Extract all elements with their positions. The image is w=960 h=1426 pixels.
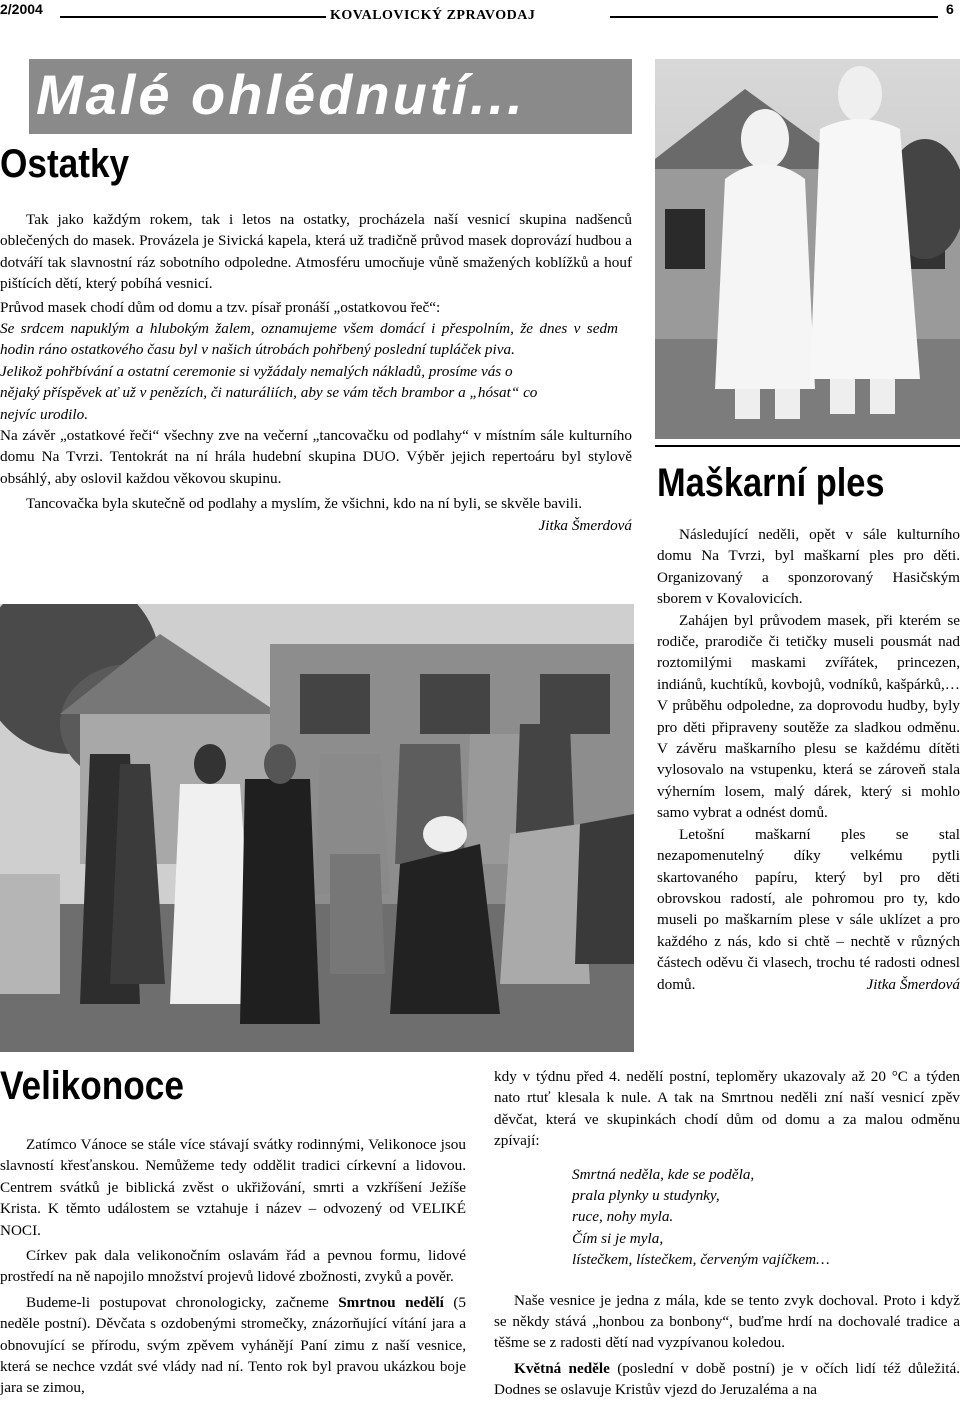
poem-line-2: prala plynky u studynky, <box>572 1187 720 1205</box>
article-velikonoce-left <box>0 1134 466 1399</box>
heading-ostatky: Ostatky <box>0 142 130 186</box>
heading-velikonoce: Velikonoce <box>0 1064 184 1108</box>
velikonoce-right-paragraph-3-text: (poslední v době postní) je v očích lidí též důležitá. Dodnes se oslavuje Kristův vjezd do Jeruzaléma a na <box>494 1359 960 1399</box>
article-ostatky <box>0 209 632 536</box>
newsletter-title: KOVALOVICKÝ ZPRAVODAJ <box>330 8 536 23</box>
photo-masks-duo-image <box>655 59 960 439</box>
velikonoce-right-paragraph-3 <box>494 1358 960 1401</box>
photo-carnival-group-image <box>0 604 634 1052</box>
banner-title: Malé ohlédnutí... <box>36 63 526 126</box>
ostatky-speech-2: Jelikož pohřbívání a ostatní ceremonie si vyžádaly nemalých nákladů, prosíme vás o nějaký příspěvek ať už v penězích, či naturáliích, aby se vám těch brambor a „hósat“ co nejvíc urodilo. <box>0 362 538 423</box>
velikonoce-right-paragraph-2: Naše vesnice je jedna z mála, kde se tento zvyk dochoval. Proto i když se někdy stává „honbou za bonbony“, buďme hrdí na dochovalé tradice a těšme se z radosti dětí nad vyzpívanou koledou. <box>494 1291 960 1352</box>
poem-line-5: lístečkem, lístečkem, červeným vajíčkem… <box>572 1251 830 1269</box>
ostatky-paragraph-4 <box>0 493 632 534</box>
velikonoce-paragraph-2: Církev pak dala velikonočním oslavám řád a pevnou formu, lidové prostředí na ně napojilo množství projevů lidové zbožnosti, zvyků a pověr. <box>0 1247 466 1286</box>
ostatky-paragraph-3: Na závěr „ostatkové řeči“ všechny zve na večerní „tancovačku od podlahy“ v místním sále kulturního domu Na Tvrzi. Tentokrát na ní hrála hudební skupina DUO. Výběr jejich repertoáru byl stylově obsáhlý, aby oslovil každou věkovou skupinu. <box>0 427 632 487</box>
maskarni-paragraph-3 <box>657 824 960 995</box>
velikonoce-paragraph-1: Zatímco Vánoce se stále více stávají svátky rodinnými, Velikonoce jsou slavností křesťanskou. Nemůžeme tedy oddělit tradici církevní a lidovou. Centrem svátků je biblická zvěst o ukřižování, smrti a vzkříšení Ježíše Krista. K těmto událostem se vztahuje i název – odvozený od VELIKÉ NOCI. <box>0 1136 466 1239</box>
issue-number: 2/2004 <box>0 1 43 17</box>
velikonoce-paragraph-3a: Budeme-li postupovat chronologicky, začneme <box>26 1293 339 1311</box>
velikonoce-poem <box>572 1164 960 1271</box>
maskarni-paragraph-2: Zahájen byl průvodem masek, při kterém se rodiče, prarodiče či tetičky museli pousmát nad roztomilými maskami zvířátek, princezen, indiánů, kuchtíků, kovbojů, vodníků, kašpárků,…V průběhu odpoledne, za doprovodu hudby, byly pro děti připraveny soutěže za sladkou odměnu. V závěru maškarního plesu se každému dítěti vylosovalo na vstupenku, která se zároveň stala výherním losem, malý dárek, který si mohlo samo vybrat a odnést domů. <box>657 611 960 822</box>
ostatky-paragraph-1: Tak jako každým rokem, tak i letos na ostatky, procházela naší vesnicí skupina nadšenců oblečených do masek. Provázela je Sivická kapela, která už tradičně průvod masek doprovází hudbou a dotváří tak slavnostní ráz sobotního odpoledne. Atmosféru umocňuje vůně smažených koblížků a houf pištících dětí, který pobíhá vesnicí. <box>0 211 632 293</box>
ostatky-speech-1: Se srdcem napuklým a hlubokým žalem, oznamujeme všem domácí i přespolním, že dnes v sedm hodin ráno ostatkového času byl v našich útrobách pohřbený poslední tupláček piva. <box>0 320 618 359</box>
article-velikonoce-right <box>494 1066 960 1401</box>
maskarni-paragraph-1: Následující neděli, opět v sále kulturního domu Na Tvrzi, byl maškarní ples pro děti. Organizovaný a sponzorovaný Hasičským sborem v Kovalovicích. <box>657 526 960 608</box>
ostatky-paragraph-4-text: Tancovačka byla skutečně od podlahy a myslím, že všichni, kdo na ní byli, se skvěle bavili. <box>26 495 583 513</box>
photo-rule <box>655 445 960 447</box>
header-rule-right <box>610 16 938 18</box>
ostatky-paragraph-2: Průvod masek chodí dům od domu a tzv. písař pronáší „ostatkovou řeč“: <box>0 298 441 316</box>
velikonoce-paragraph-3c: (5 neděle postní). Děvčata s ozdobenými stromečky, znázorňující vítání jara a obnovující se přírodu, svým zpěvem vyhánějí Paní zimu z naší vesnice, která se nechce vzdát své vlády nad ní. Tento rok byl pravou ukázkou boje jara se zimou, <box>0 1293 466 1397</box>
photo-carnival-group <box>0 604 634 1052</box>
article-maskarni-ples <box>657 524 960 995</box>
maskarni-author: Jitka Šmerdová <box>866 975 960 993</box>
photo-masks-duo <box>655 59 960 439</box>
poem-line-4: Čím si je myla, <box>572 1229 664 1247</box>
velikonoce-smrtna-nedele: Smrtnou nedělí <box>338 1293 444 1311</box>
poem-line-1: Smrtná neděla, kde se poděla, <box>572 1165 755 1183</box>
page-number: 6 <box>946 1 954 17</box>
header-rule-left <box>60 16 326 18</box>
heading-maskarni-ples: Maškarní ples <box>657 461 885 505</box>
ostatky-author: Jitka Šmerdová <box>538 516 632 534</box>
velikonoce-paragraph-3 <box>0 1292 466 1399</box>
velikonoce-right-paragraph-1: kdy v týdnu před 4. nedělí postní, teploměry ukazovaly až 20 °C a týden nato rtuť klesala k nule. A tak na Smrtnou neděli zní naší vesnicí zpěv děvčat, která ve skupinkách chodí dům od domu a za malou odměnu zpívají: <box>494 1068 960 1150</box>
poem-line-3: ruce, nohy myla. <box>572 1208 674 1226</box>
velikonoce-kvetna-nedele: Květná neděle <box>514 1359 610 1377</box>
maskarni-paragraph-3-text: Letošní maškarní ples se stal nezapomenutelný díky velkému pytli skartovaného papíru, který byl pro děti obrovskou radostí, ale pohromou pro ty, kdo museli po maškarním plese v sále uklízet a pro každého z nás, kdo si chtě – nechtě v různých částech oděvu či vlasech, trochu té radosti odnesl domů. <box>657 825 960 993</box>
